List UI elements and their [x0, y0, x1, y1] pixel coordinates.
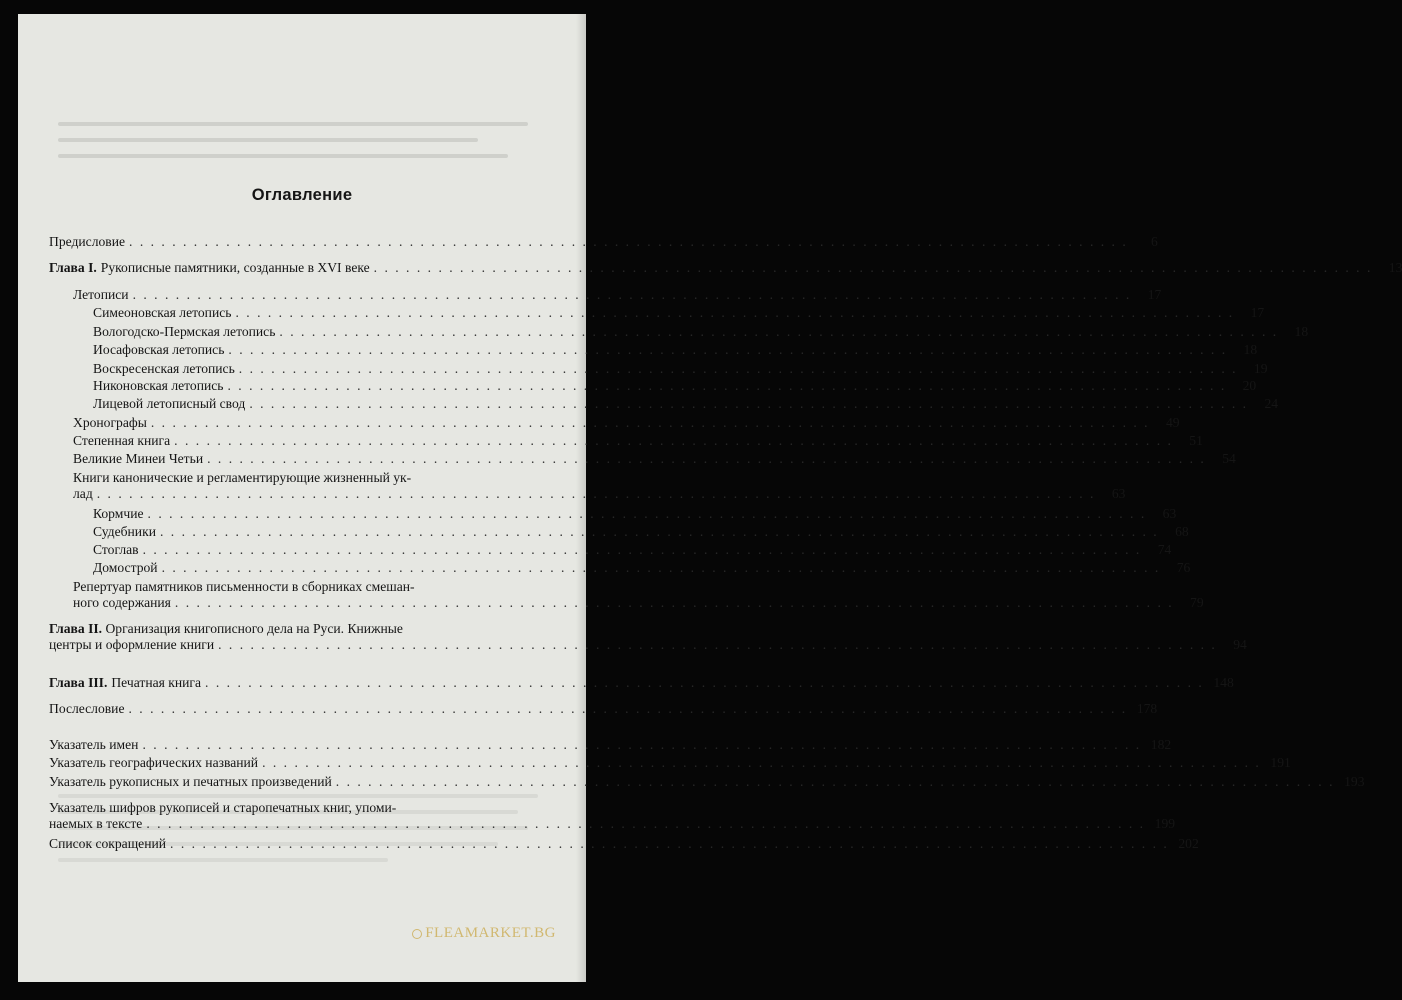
watermark [412, 925, 556, 942]
toc-page-number: 178 [1136, 701, 1158, 716]
toc-dot-leader [151, 415, 1150, 431]
toc-entry [49, 542, 1172, 558]
toc-entry-title: Предисловие [49, 234, 126, 249]
toc-entry-text-line [73, 579, 559, 595]
toc-entry [49, 621, 1247, 653]
toc-entry [49, 361, 1268, 377]
bleed-through-line [58, 794, 538, 798]
toc-entry-title: Репертуар памятников письменности в сборниках смешан- [73, 579, 415, 594]
toc-entry-title: ного содержания [73, 595, 171, 610]
toc-dot-leader [249, 396, 1248, 412]
toc-page-number: 51 [1189, 433, 1203, 448]
watermark-logo-icon [412, 929, 422, 939]
toc-entry [49, 560, 1191, 576]
toc-dot-leader [336, 774, 1335, 790]
toc-entry [49, 737, 1172, 753]
bleed-through-line [58, 858, 388, 862]
toc-dot-leader [228, 378, 1227, 394]
toc-page-number: 19 [1253, 361, 1268, 376]
toc-entry-title: Хронографы [73, 415, 147, 430]
toc-page-number: 202 [1178, 836, 1199, 851]
toc-entry-title: Лицевой летописный свод [93, 396, 246, 411]
toc-page-number: 24 [1264, 396, 1279, 411]
toc-dot-leader [128, 701, 1127, 717]
toc-entry [49, 287, 1162, 303]
toc-page-number: 148 [1213, 675, 1234, 690]
toc-entry-title: Судебники [93, 524, 156, 539]
toc-page-number: 49 [1165, 415, 1180, 430]
toc-entry-title: Кормчие [93, 506, 144, 521]
toc-page-number: 94 [1233, 637, 1247, 652]
toc-entry [49, 415, 1180, 431]
toc-entry-title: Симеоновская летопись [93, 305, 232, 320]
toc-entry [49, 800, 1176, 832]
toc-dot-leader [174, 433, 1173, 449]
toc-dot-leader [374, 260, 1373, 276]
toc-page-number: 191 [1270, 755, 1291, 770]
toc-page-number: 13 [1388, 260, 1402, 275]
toc-dot-leader [262, 755, 1261, 771]
toc-entry-title: лад [73, 486, 93, 501]
toc-page-number: 6 [1150, 234, 1158, 249]
toc-entry-title: Указатель географических названий [49, 755, 259, 770]
toc-entry [49, 234, 1158, 250]
toc-entry [49, 342, 1258, 358]
toc-entry [49, 324, 1309, 340]
toc-page-number: 17 [1147, 287, 1162, 302]
toc-page-number: 63 [1111, 486, 1126, 501]
toc-dot-leader [142, 737, 1141, 753]
toc-entry [49, 433, 1203, 449]
toc-entry [49, 774, 1365, 790]
toc-entry [49, 506, 1177, 522]
toc-entry-title: Книги канонические и регламентирующие жизненный ук- [73, 470, 412, 485]
toc-page-number: 199 [1154, 816, 1176, 831]
bleed-through-line [58, 154, 508, 158]
toc-entry-text-line [49, 800, 559, 816]
toc-entry-text-line [49, 621, 559, 637]
toc-entry-title: Указатель шифров рукописей и старопечатных книг, упоми- [49, 800, 397, 815]
toc-dot-leader [239, 361, 1238, 377]
toc-entry [49, 305, 1265, 321]
toc-page-number: 54 [1222, 451, 1236, 466]
bleed-through-line [58, 122, 528, 126]
toc-page-number: 63 [1162, 506, 1177, 521]
toc-entry-title: наемых в тексте [49, 816, 143, 831]
toc-dot-leader [162, 560, 1161, 576]
toc-entry-title: Организация книгописного дела на Руси. Книжные [105, 621, 403, 636]
toc-dot-leader [205, 675, 1204, 691]
toc-entry [49, 755, 1291, 771]
toc-page-number: 20 [1242, 378, 1257, 393]
toc-entry [49, 579, 1204, 611]
toc-dot-leader [228, 342, 1227, 358]
toc-entry-title: Стоглав [93, 542, 139, 557]
toc-entry-title: Список сокращений [49, 836, 167, 851]
bleed-through-line [58, 138, 478, 142]
toc-entry-title: Вологодско-Пермская летопись [93, 324, 276, 339]
toc-dot-leader [146, 816, 1145, 832]
toc-entry-title: Указатель имен [49, 737, 139, 752]
toc-entry-title: Иосафовская летопись [93, 342, 225, 357]
toc-entry [49, 378, 1257, 394]
toc-entry-title: Послесловие [49, 701, 125, 716]
toc-chapter-number: Глава I. [49, 260, 97, 275]
toc-dot-leader [143, 542, 1142, 558]
toc-entry [49, 470, 1126, 502]
toc-dot-leader [160, 524, 1159, 540]
toc-entry-title: Воскресенская летопись [93, 361, 235, 376]
toc-page-number: 18 [1294, 324, 1309, 339]
toc-page-number: 68 [1175, 524, 1189, 539]
toc-dot-leader [235, 305, 1234, 321]
toc-entry [49, 451, 1236, 467]
toc-page-number: 182 [1150, 737, 1172, 752]
toc-entry-title: Никоновская летопись [93, 378, 224, 393]
toc-chapter-number: Глава III. [49, 675, 108, 690]
toc-dot-leader [170, 836, 1169, 852]
toc-dot-leader [133, 287, 1132, 303]
toc-page-number: 18 [1243, 342, 1258, 357]
toc-dot-leader [175, 595, 1174, 611]
book-page [18, 14, 1402, 982]
toc-entry [49, 701, 1158, 717]
toc-dot-leader [218, 637, 1217, 653]
toc-chapter-number: Глава II. [49, 621, 103, 636]
toc-dot-leader [207, 451, 1206, 467]
watermark-text: FLEAMARKET.BG [425, 925, 556, 941]
toc-entry-title: Степенная книга [73, 433, 171, 448]
toc-entry-title: Указатель рукописных и печатных произведений [49, 774, 332, 789]
toc-page-number: 76 [1176, 560, 1191, 575]
toc-dot-leader [279, 324, 1278, 340]
toc-entry-title: Домострой [93, 560, 158, 575]
toc-entry [49, 524, 1189, 540]
toc-dot-leader [97, 486, 1096, 502]
toc-entry-title: Рукописные памятники, созданные в XVI веке [100, 260, 370, 275]
toc-title: Оглавление [251, 186, 353, 204]
toc-page-number: 79 [1190, 595, 1204, 610]
toc-dot-leader [148, 506, 1147, 522]
toc-page-number: 193 [1344, 774, 1365, 789]
toc-page-number: 17 [1250, 305, 1265, 320]
toc-entry-title: Печатная книга [111, 675, 202, 690]
toc-entry [49, 675, 1234, 691]
toc-entry-title: Летописи [73, 287, 129, 302]
toc-page-number: 74 [1157, 542, 1172, 557]
toc-entry-title: Великие Минеи Четьи [73, 451, 204, 466]
toc-entry [49, 396, 1279, 412]
toc-entry [49, 260, 1402, 276]
toc-dot-leader [129, 234, 1128, 250]
toc-entry-title: центры и оформление книги [49, 637, 215, 652]
toc-entry-text-line [73, 470, 559, 486]
toc-entry [49, 836, 1199, 852]
